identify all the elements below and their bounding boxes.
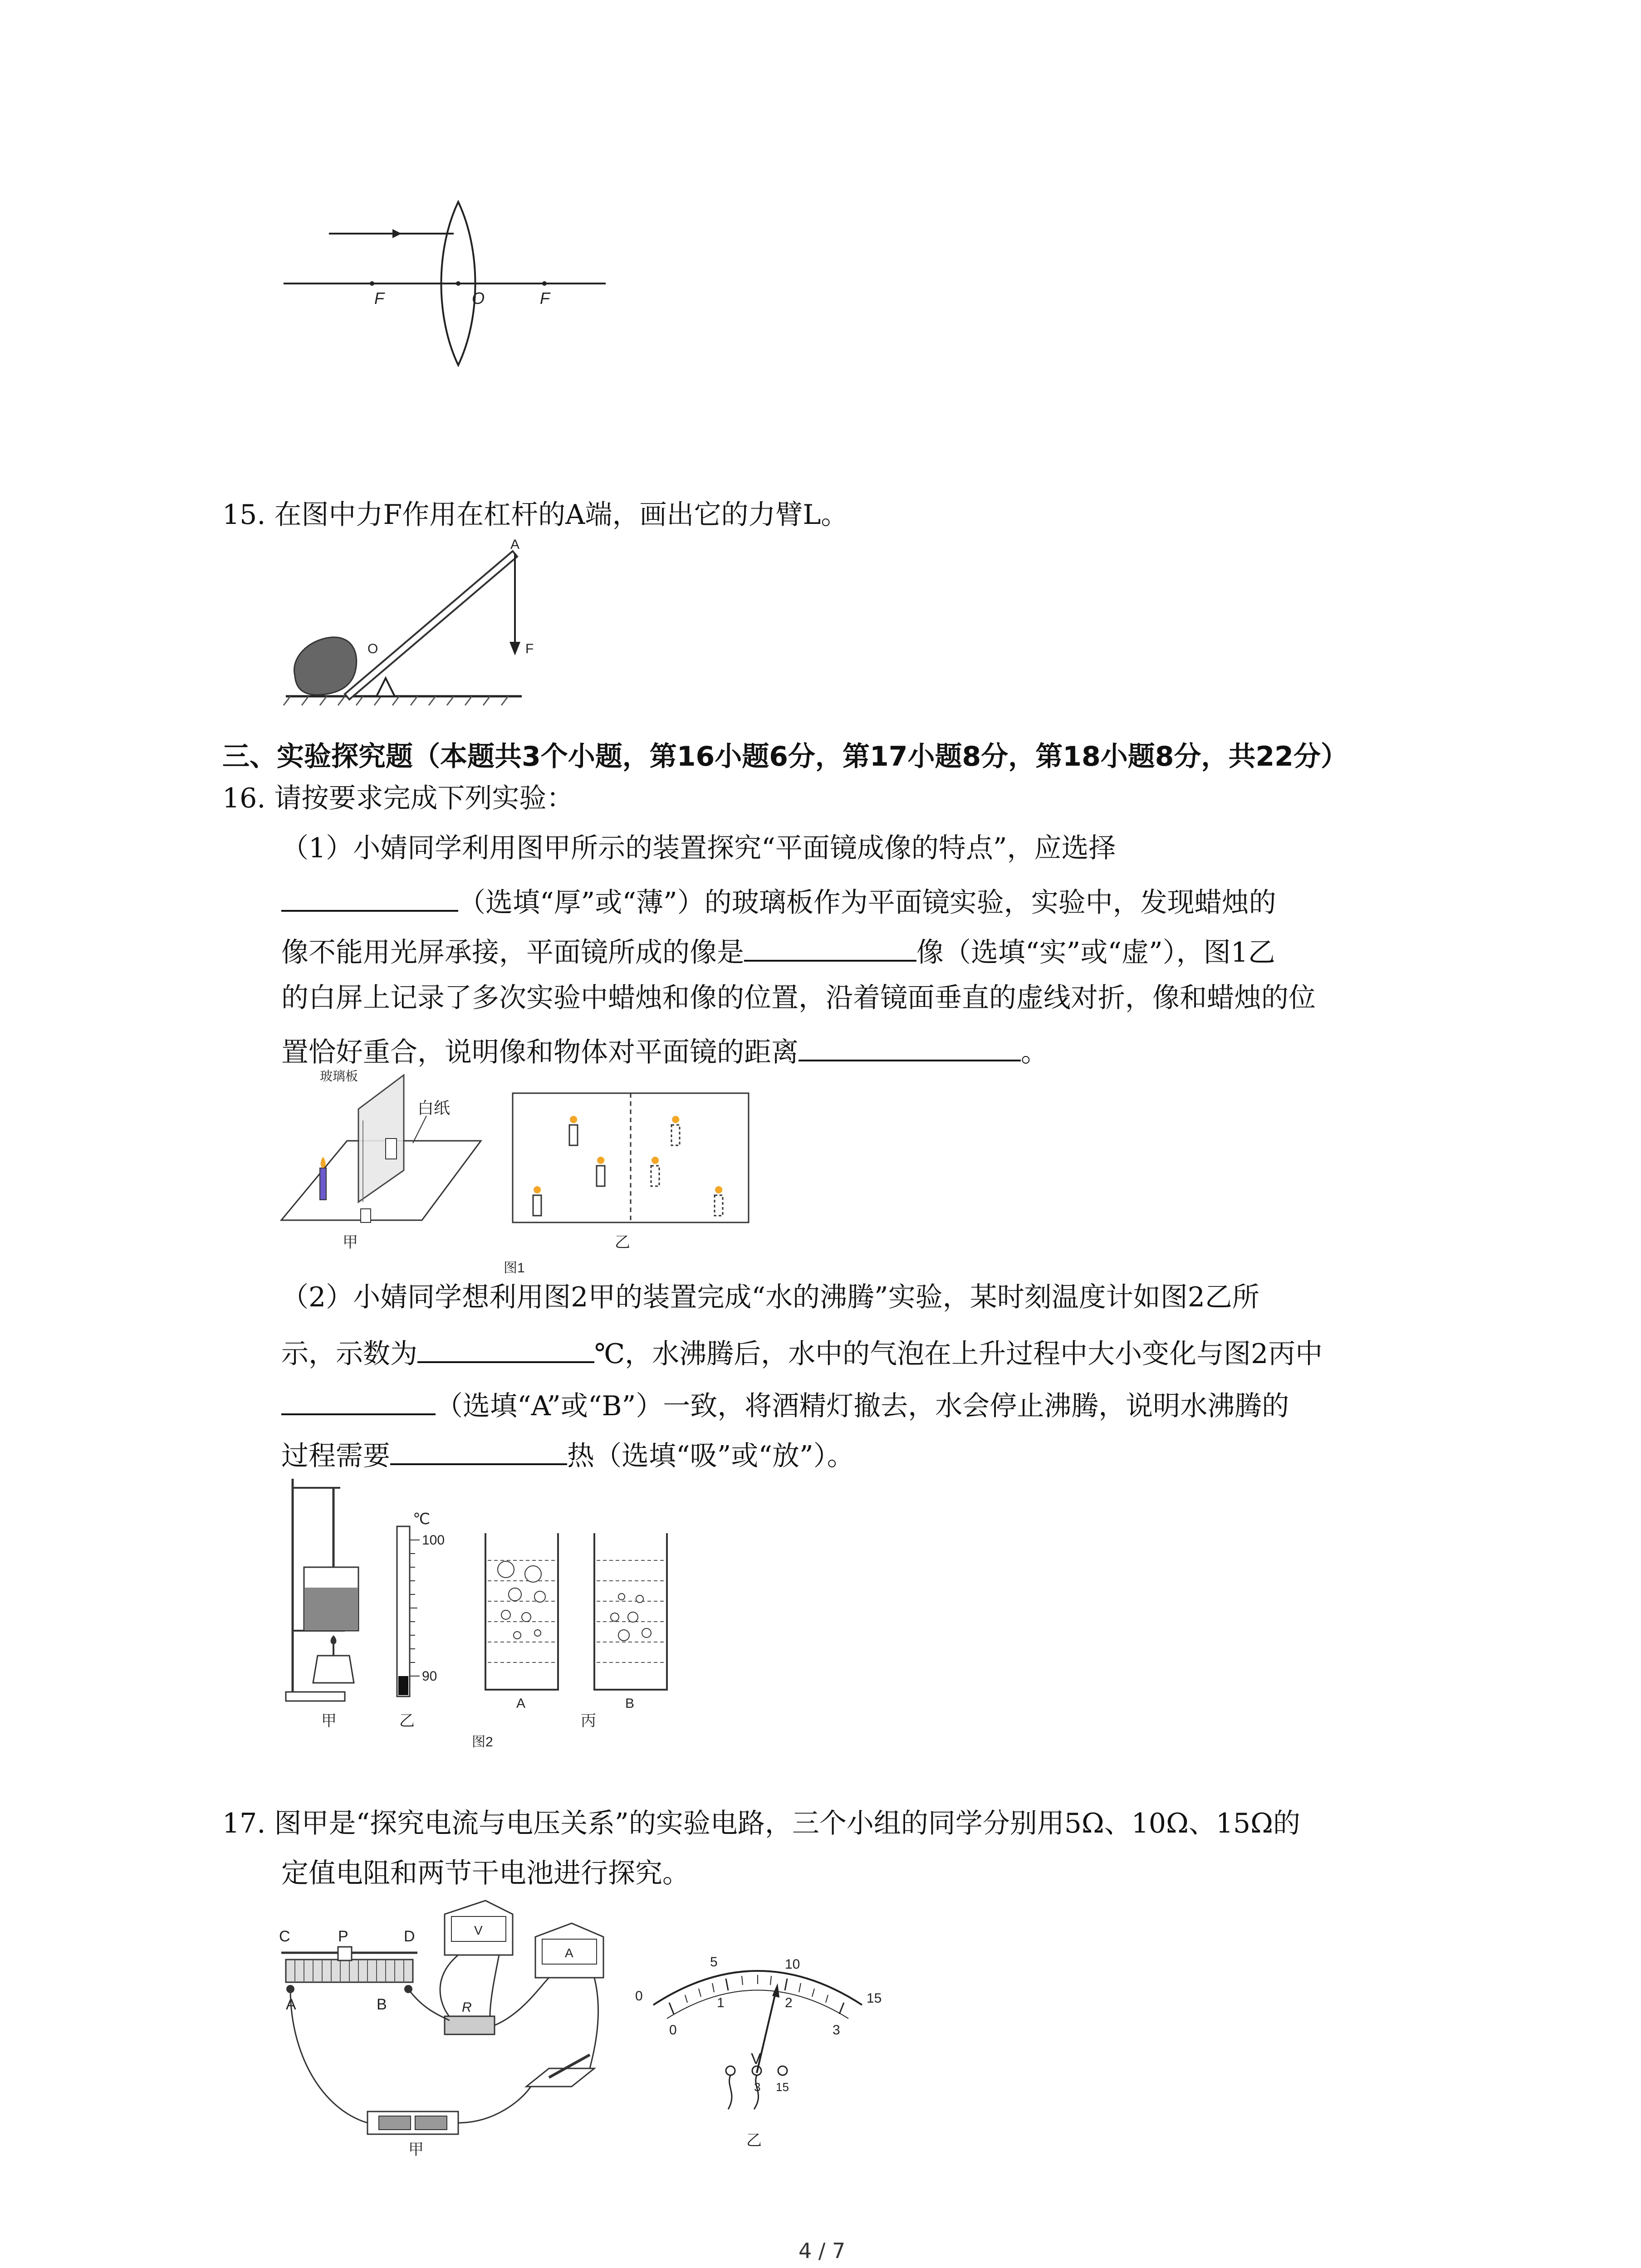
answer-blank-temperature[interactable]	[417, 1336, 594, 1363]
dial-bottom-3-label: 3	[833, 2023, 840, 2038]
dial-top-15-label: 15	[867, 1991, 882, 2006]
optical-center-label: O	[472, 289, 485, 308]
circuit-figure	[277, 1896, 622, 2158]
answer-blank-glass-thickness[interactable]	[281, 885, 458, 912]
white-paper-label: 白纸	[417, 1099, 451, 1117]
dial-top-5-label: 5	[710, 1955, 718, 1970]
focus-left-label: F	[374, 289, 384, 308]
fig1-caption: 图1	[504, 1261, 525, 1276]
rheostat-c-label: C	[279, 1928, 290, 1945]
fig2-jia-label: 甲	[321, 1712, 337, 1730]
rheostat-b-label: B	[377, 1996, 387, 2013]
dial-terminal-15-label: 15	[776, 2080, 789, 2094]
q16-part1-line3: 像不能用光屏承接，平面镜所成的像是 像（选填“实”或“虚”），图1乙	[281, 934, 1275, 966]
page-number: 4 / 7	[798, 2239, 846, 2263]
fig2-caption: 图2	[472, 1735, 493, 1750]
q16-part1-line2: （选填“厚”或“薄”）的玻璃板作为平面镜实验，实验中，发现蜡烛的	[281, 885, 1276, 916]
answer-blank-distance[interactable]	[798, 1034, 1021, 1061]
fig1-jia-label: 甲	[343, 1234, 358, 1251]
circuit-jia-label: 甲	[408, 2141, 424, 2158]
q16-part1-line4: 的白屏上记录了多次实验中蜡烛和像的位置，沿着镜面垂直的虚线对折，像和蜡烛的位	[281, 982, 1316, 1014]
q16-part1-line1: （1）小婧同学利用图甲所示的装置探究“平面镜成像的特点”，应选择	[281, 832, 1116, 864]
focus-right-label: F	[540, 289, 550, 308]
dial-bottom-0-label: 0	[669, 2023, 677, 2038]
dial-yi-label: 乙	[746, 2132, 762, 2149]
q16-part2-line1: （2）小婧同学想利用图2甲的装置完成“水的沸腾”实验，某时刻温度计如图2乙所	[281, 1281, 1259, 1313]
fig2-yi-label: 乙	[399, 1712, 415, 1730]
beaker-a-label: A	[516, 1696, 526, 1711]
thermometer-100-label: 100	[422, 1533, 445, 1548]
ammeter-a-label: A	[565, 1946, 573, 1960]
lever-figure	[281, 537, 535, 708]
q16-part1-line5: 置恰好重合，说明像和物体对平面镜的距离 。	[281, 1034, 1048, 1066]
beaker-b-label: B	[625, 1696, 635, 1711]
question-16-intro: 16. 请按要求完成下列实验：	[222, 782, 574, 814]
lever-point-a-label: A	[510, 537, 520, 552]
dial-terminal-3-label: 3	[754, 2080, 761, 2094]
dial-top-10-label: 10	[785, 1957, 800, 1972]
q16-part2-line3: （选填“A”或“B”）一致，将酒精灯撤去，水会停止沸腾，说明水沸腾的	[281, 1388, 1289, 1420]
thermometer-90-label: 90	[422, 1669, 437, 1684]
q16-part2-line2: 示，示数为 ℃，水沸腾后，水中的气泡在上升过程中大小变化与图2丙中	[281, 1336, 1323, 1368]
convex-lens-figure	[272, 200, 617, 372]
section-3-heading: 三、实验探究题（本题共3个小题，第16小题6分，第17小题8分，第18小题8分，共22分）	[222, 741, 1348, 772]
question-17-line1: 17. 图甲是“探究电流与电压关系”的实验电路，三个小组的同学分别用5Ω、10Ω、15Ω的	[222, 1808, 1300, 1839]
voltmeter-dial-figure	[635, 1950, 889, 2159]
voltmeter-v-label: V	[474, 1923, 483, 1937]
thermometer-unit-label: ℃	[413, 1510, 431, 1528]
glass-plate-label: 玻璃板	[320, 1069, 358, 1083]
fig1-yi-label: 乙	[615, 1234, 630, 1251]
dial-top-0-label: 0	[635, 1989, 643, 2004]
q16-part2-line4: 过程需要 热（选填“吸”或“放”）。	[281, 1438, 854, 1470]
dial-v-label: V	[751, 2050, 761, 2068]
question-15-text: 15. 在图中力F作用在杠杆的A端，画出它的力臂L。	[222, 499, 848, 531]
figure-1-plane-mirror	[277, 1070, 753, 1279]
lever-force-f-label: F	[525, 641, 534, 656]
answer-blank-bubble-figure[interactable]	[281, 1388, 436, 1415]
rheostat-a-label: A	[286, 1996, 296, 2013]
resistor-r-label: R	[462, 2000, 472, 2015]
question-17-line2: 定值电阻和两节干电池进行探究。	[281, 1857, 690, 1889]
lever-pivot-o-label: O	[367, 641, 378, 656]
answer-blank-image-type[interactable]	[744, 934, 916, 962]
dial-bottom-1-label: 1	[717, 1995, 725, 2010]
figure-2-boiling	[277, 1474, 730, 1765]
rheostat-p-label: P	[338, 1928, 348, 1945]
dial-bottom-2-label: 2	[785, 1995, 793, 2010]
rheostat-d-label: D	[404, 1928, 415, 1945]
fig2-bing-label: 丙	[581, 1712, 596, 1730]
answer-blank-heat[interactable]	[390, 1438, 567, 1465]
